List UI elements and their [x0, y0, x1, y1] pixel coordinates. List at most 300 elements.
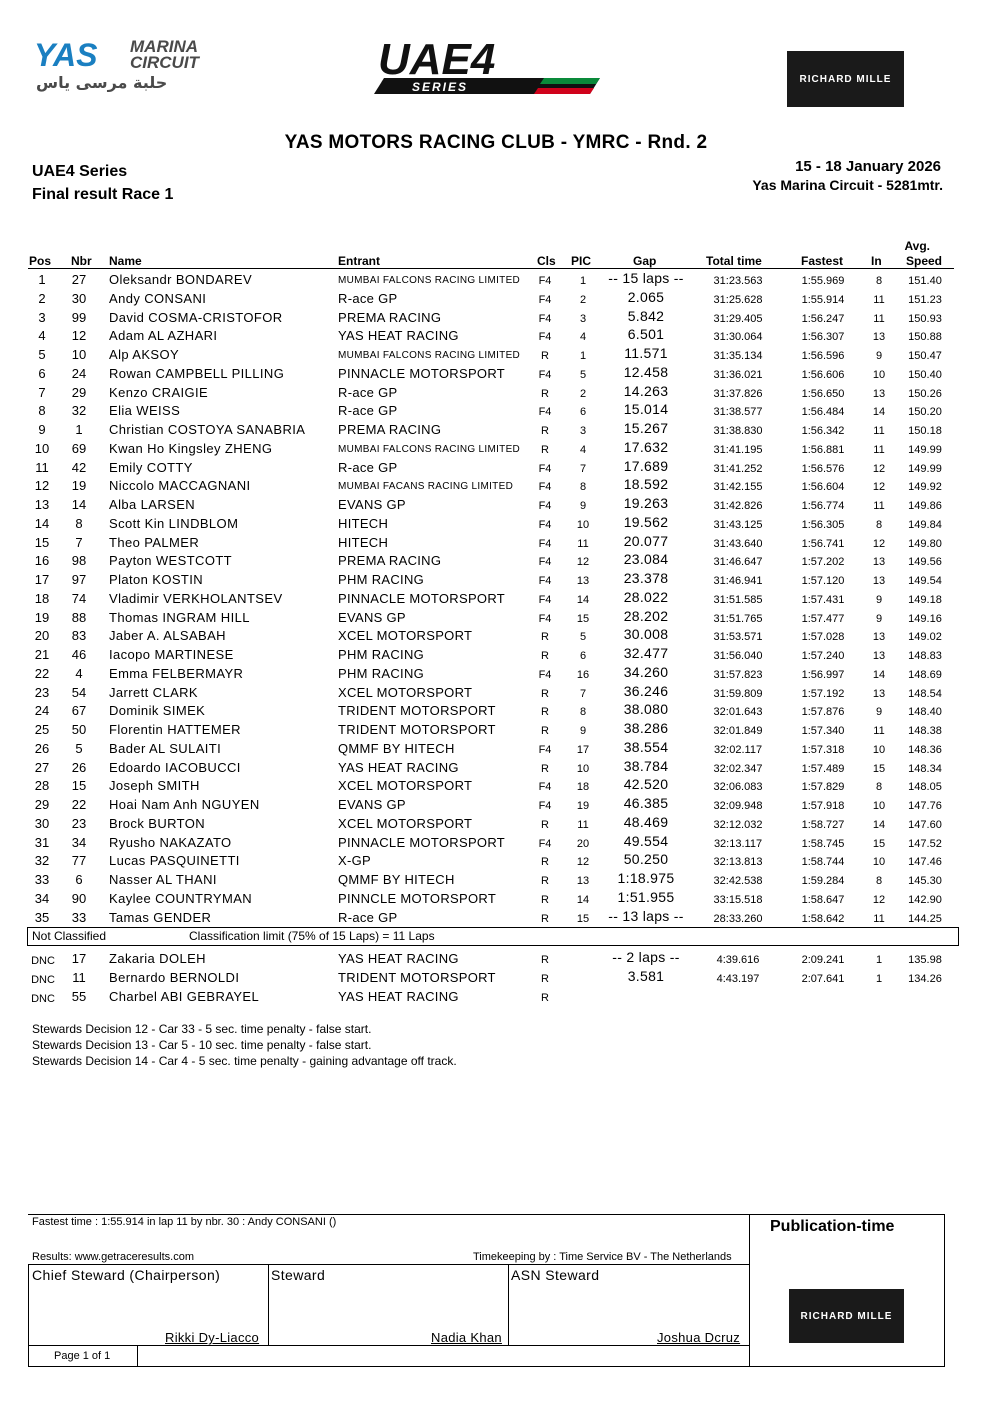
position-in-class: 18 [576, 781, 590, 794]
fastest-lap-number: 11 [873, 312, 885, 325]
fastest-lap: 1:57.340 [801, 725, 845, 737]
fastest-lap-number: 10 [872, 800, 886, 812]
table-row [0, 738, 992, 760]
table-row [0, 778, 992, 797]
table-row [0, 328, 992, 347]
table-row [0, 813, 992, 835]
arabic-logo-text: حلبة مرسى ياس [36, 73, 168, 92]
result-gap: 49.554 [623, 832, 669, 849]
fastest-lap-number: 15 [872, 837, 886, 850]
result-pos: DNC [31, 992, 55, 1005]
result-nbr: 7 [75, 534, 83, 550]
result-pos: 4 [38, 328, 46, 344]
result-nbr: 14 [71, 497, 87, 512]
driver-name: Dominik SIMEK [109, 703, 206, 719]
marina-logo-text: MARINA [130, 37, 198, 56]
entrant-name: PINNCLE MOTORSPORT [338, 890, 497, 906]
table-row [0, 888, 992, 910]
fastest-lap: 1:57.240 [801, 650, 845, 662]
position-in-class: 13 [576, 575, 590, 587]
result-class: F4 [538, 406, 552, 419]
table-row [0, 872, 992, 891]
not-classified-label: Not Classified [32, 929, 107, 943]
entrant-name: EVANS GP [338, 797, 406, 812]
result-pos: DNC [31, 973, 55, 986]
result-nbr: 46 [71, 647, 87, 662]
result-pos: 1 [38, 272, 46, 287]
result-gap: 19.562 [623, 513, 669, 530]
entrant-name: HITECH [338, 534, 389, 550]
total-time: 31:57.823 [713, 668, 763, 681]
page-number: Page 1 of 1 [54, 1350, 111, 1362]
result-class: R [541, 875, 549, 887]
steward-name: Nadia Khan [431, 1330, 502, 1345]
signature-divider [508, 1264, 509, 1346]
result-class: R [541, 972, 549, 985]
average-speed: 144.25 [908, 912, 942, 925]
race-name: Final result Race 1 [32, 186, 174, 203]
result-class: R [541, 954, 549, 966]
table-row [0, 682, 992, 704]
fastest-lap: 2:07.641 [801, 972, 845, 985]
richard-mille-logo-bottom [789, 1289, 904, 1343]
result-class: F4 [538, 837, 552, 850]
result-pos: 6 [38, 365, 46, 381]
fastest-lap: 1:56.484 [801, 406, 845, 419]
header-divider [28, 268, 954, 269]
publication-time-label: Publication-time [770, 1218, 895, 1235]
result-class: F4 [538, 368, 552, 381]
driver-name: Alp AKSOY [109, 347, 180, 362]
result-gap: 48.469 [623, 813, 669, 830]
total-time: 31:46.647 [713, 556, 763, 569]
richard-mille-logo-top [787, 51, 904, 107]
result-nbr: 67 [71, 703, 87, 719]
position-in-class: 6 [579, 406, 587, 419]
result-pos: 27 [34, 759, 50, 775]
result-class: R [541, 687, 549, 700]
fastest-lap: 1:56.247 [801, 312, 845, 325]
result-nbr: 50 [71, 722, 87, 737]
fastest-lap-number: 12 [872, 481, 886, 494]
entrant-name: YAS HEAT RACING [338, 328, 459, 344]
col-header-avg: Avg. [904, 239, 930, 253]
average-speed: 142.90 [908, 893, 942, 906]
result-pos: 13 [34, 497, 50, 512]
result-gap: 28.022 [623, 588, 669, 605]
result-gap: 28.202 [623, 607, 669, 624]
fastest-lap-number: 8 [875, 275, 883, 287]
result-class: F4 [538, 462, 552, 475]
position-in-class: 13 [576, 875, 590, 887]
driver-name: Jaber A. ALSABAH [109, 628, 226, 644]
result-gap: 2.065 [627, 288, 665, 305]
result-gap: 34.260 [623, 663, 669, 680]
driver-name: Kenzo CRAIGIE [109, 384, 209, 400]
position-in-class: 19 [576, 800, 590, 812]
total-time: 31:51.585 [713, 593, 763, 606]
total-time: 32:06.083 [713, 781, 763, 794]
table-row [0, 513, 992, 535]
driver-name: Kwan Ho Kingsley ZHENG [109, 440, 273, 456]
result-gap: 15.014 [623, 401, 669, 418]
result-pos: 16 [34, 553, 50, 569]
position-in-class: 2 [579, 387, 587, 400]
fastest-lap-number: 11 [873, 500, 885, 512]
fastest-lap: 1:57.876 [801, 706, 845, 719]
position-in-class: 6 [579, 650, 587, 662]
result-pos: 24 [34, 703, 50, 719]
fastest-lap-number: 13 [872, 331, 886, 344]
fastest-lap-number: 11 [873, 425, 885, 437]
result-nbr: 5 [75, 740, 83, 756]
table-row [0, 457, 992, 479]
position-in-class: 5 [579, 368, 587, 381]
entrant-name: PINNACLE MOTORSPORT [338, 590, 506, 606]
result-pos: 17 [34, 572, 50, 587]
result-class: F4 [538, 743, 552, 756]
timekeeping-credit: Timekeeping by : Time Service BV - The Netherlands [473, 1251, 732, 1263]
richard-mille-logo-text: RICHARD MILLE [799, 73, 892, 85]
result-gap: 1:51.955 [617, 888, 675, 905]
series-name: UAE4 Series [32, 163, 128, 180]
table-row [0, 553, 992, 572]
table-row [0, 722, 992, 741]
result-gap: 36.246 [623, 682, 669, 699]
average-speed: 149.56 [908, 556, 942, 569]
result-pos: 34 [34, 890, 50, 906]
result-pos: 22 [34, 665, 50, 681]
entrant-name: MUMBAI FALCONS RACING LIMITED [338, 350, 521, 361]
position-in-class: 7 [579, 462, 587, 475]
uae4-logo-text: UAE4 [378, 35, 496, 84]
result-nbr: 24 [71, 365, 87, 381]
result-pos: 15 [34, 534, 50, 550]
position-in-class: 12 [576, 856, 590, 869]
result-class: F4 [538, 518, 552, 531]
result-nbr: 74 [71, 590, 87, 606]
entrant-name: XCEL MOTORSPORT [338, 684, 473, 700]
average-speed: 145.30 [908, 875, 942, 887]
position-in-class: 16 [576, 668, 590, 681]
result-pos: 31 [34, 834, 50, 850]
fastest-lap-number: 13 [872, 687, 886, 700]
fastest-lap-number: 11 [873, 725, 885, 737]
result-class: R [541, 893, 549, 906]
result-class: R [541, 387, 549, 400]
table-row [0, 907, 992, 929]
stewards-notes [32, 1021, 457, 1069]
not-classified-bar [27, 927, 959, 946]
entrant-name: TRIDENT MOTORSPORT [338, 969, 496, 985]
result-gap: 38.080 [623, 701, 669, 718]
total-time: 31:25.628 [713, 293, 763, 306]
result-nbr: 55 [71, 988, 87, 1004]
fastest-lap-number: 13 [872, 556, 886, 569]
driver-name: Ryusho NAKAZATO [109, 834, 232, 850]
result-pos: 33 [34, 872, 50, 887]
result-pos: 29 [34, 797, 50, 812]
results-url: Results: www.getraceresults.com [32, 1251, 194, 1263]
result-pos: 28 [34, 778, 50, 794]
result-gap: -- 13 laps -- [608, 907, 684, 924]
driver-name: Joseph SMITH [109, 778, 200, 794]
average-speed: 149.84 [908, 518, 942, 531]
position-in-class: 8 [579, 706, 587, 719]
entrant-name: PINNACLE MOTORSPORT [338, 365, 506, 381]
result-nbr: 97 [71, 572, 87, 587]
table-row [0, 832, 992, 854]
driver-name: Lucas PASQUINETTI [109, 853, 240, 869]
result-gap: 46.385 [623, 795, 669, 811]
fastest-lap: 1:58.642 [801, 912, 845, 925]
entrant-name: PREMA RACING [338, 422, 442, 437]
average-speed: 151.40 [908, 275, 942, 287]
result-nbr: 22 [71, 797, 87, 812]
position-in-class: 4 [579, 443, 587, 456]
result-nbr: 99 [71, 309, 87, 325]
fastest-lap: 1:56.881 [801, 443, 845, 456]
average-speed: 150.20 [908, 406, 942, 419]
table-row [0, 628, 992, 647]
total-time: 31:38.830 [713, 425, 763, 437]
fastest-lap: 1:56.604 [801, 481, 845, 494]
average-speed: 148.36 [908, 743, 942, 756]
asn-steward-label: ASN Steward [511, 1267, 600, 1283]
entrant-name: X-GP [338, 853, 371, 869]
result-gap: 30.008 [623, 626, 669, 643]
result-gap: 38.554 [623, 738, 669, 755]
result-pos: 8 [38, 403, 46, 419]
dnc-row [0, 989, 992, 1008]
table-row [0, 363, 992, 385]
result-nbr: 98 [71, 553, 87, 569]
circuit-logo-text: CIRCUIT [130, 53, 199, 72]
fastest-lap: 1:57.918 [801, 800, 845, 812]
fastest-lap: 1:57.489 [801, 762, 845, 775]
table-row [0, 382, 992, 404]
position-in-class: 11 [577, 537, 589, 550]
table-row [0, 422, 992, 441]
position-in-class: 11 [577, 818, 589, 831]
result-pos: 3 [38, 309, 46, 325]
result-gap: 17.632 [623, 438, 669, 455]
total-time: 4:43.197 [716, 972, 760, 985]
average-speed: 147.46 [908, 856, 942, 869]
fastest-lap-number: 12 [872, 537, 886, 550]
result-class: R [541, 856, 549, 869]
driver-name: Kaylee COUNTRYMAN [109, 890, 253, 906]
table-row [0, 797, 992, 816]
series-logo-text: SERIES [412, 80, 469, 94]
result-pos: 35 [34, 909, 50, 925]
entrant-name: EVANS GP [338, 609, 406, 625]
driver-name: Emily COTTY [109, 459, 193, 475]
total-time: 32:02.117 [713, 743, 763, 756]
table-row [0, 478, 992, 497]
entrant-name: PHM RACING [338, 665, 425, 681]
entrant-name: PHM RACING [338, 572, 425, 587]
fastest-lap: 1:58.727 [801, 818, 845, 831]
table-row [0, 532, 992, 554]
fastest-lap: 1:57.318 [801, 743, 845, 756]
table-row [0, 347, 992, 366]
col-header-speed: Speed [906, 254, 943, 268]
result-gap: 32.477 [623, 645, 669, 661]
average-speed: 149.54 [908, 575, 942, 587]
result-class: R [541, 631, 549, 644]
fastest-lap: 1:56.997 [801, 668, 845, 681]
entrant-name: YAS HEAT RACING [338, 951, 459, 966]
entrant-name: EVANS GP [338, 497, 406, 512]
result-gap: 12.458 [623, 363, 669, 380]
yas-logo-text: YAS [34, 37, 98, 73]
table-row [0, 307, 992, 329]
chief-steward-label: Chief Steward (Chairperson) [32, 1267, 221, 1283]
result-class: R [541, 650, 549, 662]
col-header-total: Total time [706, 254, 762, 268]
uae4-series-logo [364, 32, 604, 96]
result-pos: 9 [38, 422, 46, 437]
fastest-lap-number: 10 [872, 856, 886, 869]
dnc-row [0, 951, 992, 970]
result-class: F4 [538, 481, 552, 494]
page-divider [137, 1346, 138, 1367]
fastest-lap: 1:58.745 [801, 837, 845, 850]
entrant-name: TRIDENT MOTORSPORT [338, 703, 496, 719]
result-nbr: 29 [71, 384, 87, 400]
total-time: 31:35.134 [713, 350, 763, 362]
result-nbr: 12 [71, 328, 87, 344]
result-pos: 23 [34, 684, 50, 700]
total-time: 28:33.260 [713, 912, 763, 925]
driver-name: Bernardo BERNOLDI [109, 969, 240, 985]
table-row [0, 588, 992, 610]
result-gap: 17.689 [623, 457, 669, 474]
table-row [0, 853, 992, 872]
total-time: 31:43.640 [713, 537, 763, 550]
total-time: 31:42.826 [713, 500, 763, 512]
driver-name: Edoardo IACOBUCCI [109, 759, 241, 775]
average-speed: 148.54 [908, 687, 942, 700]
result-pos: 30 [34, 815, 50, 831]
result-class: R [541, 818, 549, 831]
fastest-lap: 1:58.647 [801, 893, 845, 906]
table-row [0, 663, 992, 685]
event-dates: 15 - 18 January 2026 [795, 158, 941, 175]
fastest-lap: 1:57.477 [801, 612, 845, 625]
fastest-lap-summary: Fastest time : 1:55.914 in lap 11 by nbr. 30 : Andy CONSANI () [32, 1216, 337, 1228]
result-pos: 19 [34, 609, 50, 625]
driver-name: Brock BURTON [109, 815, 206, 831]
table-row [0, 288, 992, 310]
average-speed: 149.80 [908, 537, 942, 550]
result-class: F4 [538, 800, 552, 812]
entrant-name: PREMA RACING [338, 309, 442, 325]
average-speed: 149.86 [908, 500, 942, 512]
result-gap: 38.286 [623, 720, 669, 736]
result-pos: 21 [34, 647, 50, 662]
driver-name: Nasser AL THANI [109, 872, 217, 887]
total-time: 33:15.518 [713, 893, 763, 906]
fastest-lap-number: 10 [872, 368, 886, 381]
fastest-lap: 1:57.120 [801, 575, 845, 587]
result-class: R [541, 991, 549, 1004]
driver-name: David COSMA-CRISTOFOR [109, 309, 283, 325]
driver-name: Andy CONSANI [109, 290, 207, 306]
fastest-lap: 1:57.202 [801, 556, 845, 569]
total-time: 4:39.616 [716, 954, 760, 966]
steward-label: Steward [271, 1267, 326, 1283]
driver-name: Scott Kin LINDBLOM [109, 515, 239, 531]
table-row [0, 647, 992, 666]
driver-name: Niccolo MACCAGNANI [109, 478, 251, 494]
result-nbr: 10 [71, 347, 87, 362]
average-speed: 151.23 [908, 293, 942, 306]
position-in-class: 15 [576, 912, 590, 925]
result-gap: 20.077 [623, 532, 669, 549]
driver-name: Tamas GENDER [109, 909, 212, 925]
average-speed: 149.92 [908, 481, 942, 494]
fastest-lap-number: 12 [872, 893, 886, 906]
entrant-name: QMMF BY HITECH [338, 740, 455, 756]
driver-name: Florentin HATTEMER [109, 722, 241, 737]
chief-steward-name: Rikki Dy-Liacco [165, 1330, 260, 1345]
result-gap: 23.378 [623, 570, 669, 586]
result-gap: 11.571 [624, 345, 668, 361]
fastest-lap: 1:55.914 [801, 293, 845, 306]
table-row [0, 572, 992, 591]
table-row [0, 497, 992, 516]
total-time: 31:59.809 [713, 687, 763, 700]
col-header-nbr: Nbr [71, 254, 92, 268]
total-time: 32:01.643 [713, 706, 763, 719]
entrant-name: XCEL MOTORSPORT [338, 778, 473, 794]
fastest-lap: 1:56.576 [801, 462, 845, 475]
total-time: 31:42.155 [713, 481, 763, 494]
result-gap: 3.581 [627, 967, 665, 984]
entrant-name: TRIDENT MOTORSPORT [338, 722, 496, 737]
position-in-class: 3 [579, 312, 587, 325]
result-pos: 25 [34, 722, 50, 737]
position-in-class: 15 [576, 612, 590, 625]
result-class: F4 [538, 500, 552, 512]
result-nbr: 32 [71, 403, 87, 419]
total-time: 31:53.571 [713, 631, 763, 644]
driver-name: Adam AL AZHARI [109, 328, 218, 344]
fastest-lap: 2:09.241 [801, 954, 845, 966]
entrant-name: MUMBAI FALCONS RACING LIMITED [338, 275, 521, 286]
fastest-lap-number: 14 [872, 668, 886, 681]
result-class: F4 [538, 575, 552, 587]
average-speed: 134.26 [908, 972, 942, 985]
result-nbr: 4 [75, 665, 83, 681]
driver-name: Elia WEISS [109, 403, 181, 419]
asn-steward-name: Joshua Dcruz [657, 1330, 741, 1345]
average-speed: 150.93 [908, 312, 942, 325]
average-speed: 150.40 [908, 368, 942, 381]
driver-name: Thomas INGRAM HILL [109, 609, 250, 625]
fastest-lap-number: 14 [872, 818, 886, 831]
total-time: 31:38.577 [713, 406, 763, 419]
result-class: F4 [538, 331, 552, 344]
average-speed: 149.16 [908, 612, 942, 625]
table-row [0, 272, 992, 291]
total-time: 31:43.125 [713, 518, 763, 531]
position-in-class: 10 [576, 762, 590, 775]
entrant-name: YAS HEAT RACING [338, 988, 459, 1004]
fastest-lap: 1:55.969 [801, 275, 845, 287]
